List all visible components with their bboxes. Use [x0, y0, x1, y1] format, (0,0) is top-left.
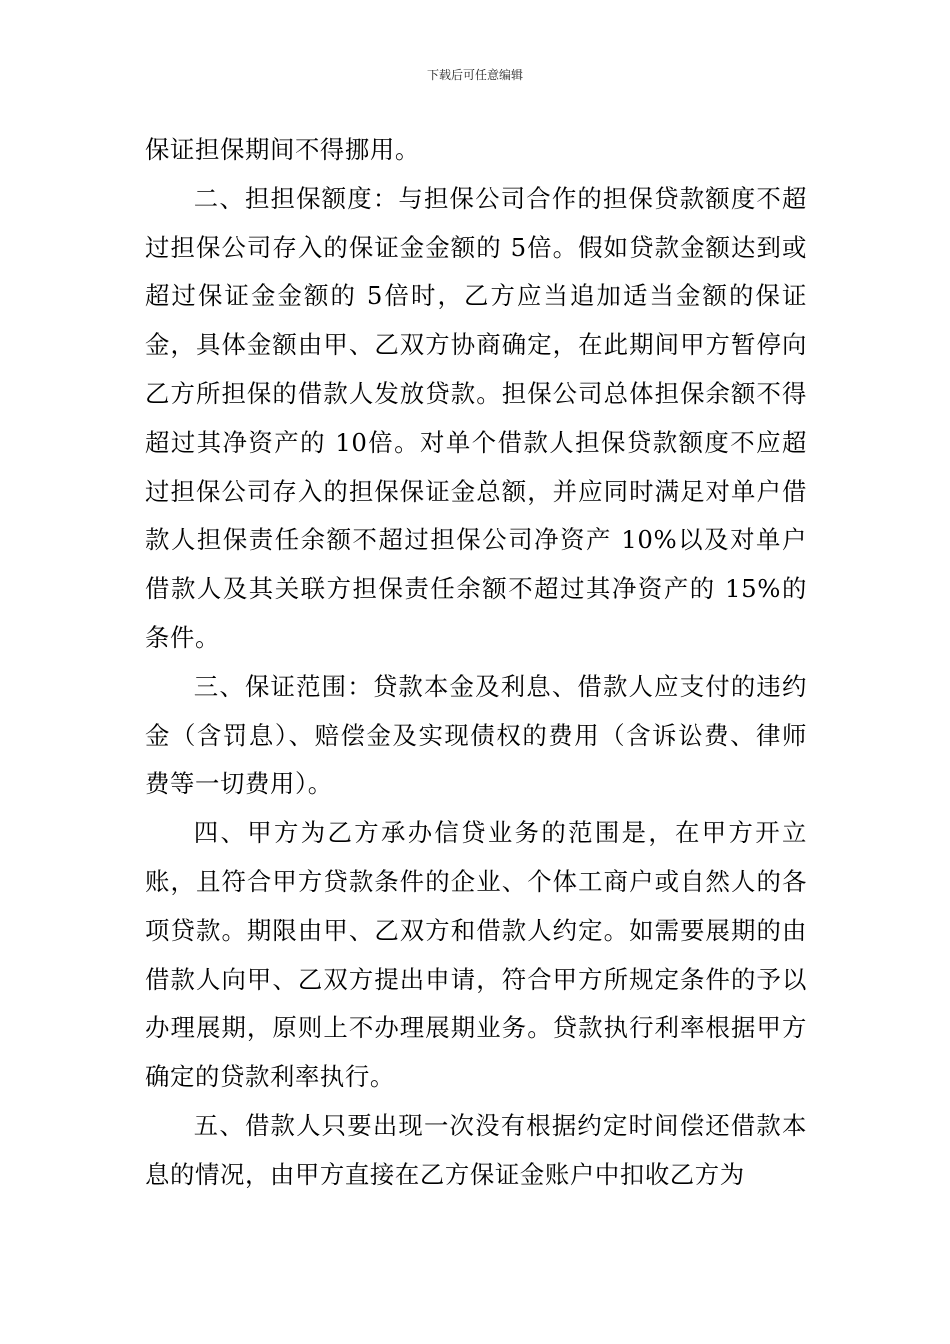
paragraph-continuation: 保证担保期间不得挪用。 — [145, 135, 420, 164]
document-body — [145, 126, 807, 1200]
paragraph-repayment-default: 五、借款人只要出现一次没有根据约定时间偿还借款本息的情况，由甲方直接在乙方保证金账户中扣收乙方为 — [145, 1110, 807, 1189]
paragraph-credit-business-scope: 四、甲方为乙方承办信贷业务的范围是，在甲方开立账，且符合甲方贷款条件的企业、个体工商户或自然人的各项贷款。期限由甲、乙双方和借款人约定。如需要展期的由借款人向甲、乙双方提出申请，符合甲方所规定条件的予以办理展期，原则上不办理展期业务。贷款执行利率根据甲方确定的贷款利率执行。 — [145, 818, 807, 1092]
page-header-note: 下载后可任意编辑 — [426, 68, 523, 82]
paragraph-guarantee-limit: 二、担担保额度：与担保公司合作的担保贷款额度不超过担保公司存入的保证金金额的 5倍。假如贷款金额达到或超过保证金金额的 5倍时，乙方应当追加适当金额的保证金，具体金额由甲、乙双方协商确定，在此期间甲方暂停向乙方所担保的借款人发放贷款。担保公司总体担保余额不得超过其净资产的 10倍。对单个借款人担保贷款额度不应超过担保公司存入的担保保证金总额，并应同时满足对单户借款人担保责任余额不超过担保公司净资产 10%以及对单户借款人及其关联方担保责任余额不超过其净资产的 15%的条件。 — [145, 183, 807, 652]
paragraph-guarantee-scope: 三、保证范围：贷款本金及利息、借款人应支付的违约金（含罚息）、赔偿金及实现债权的费用（含诉讼费、律师费等一切费用）。 — [145, 671, 807, 799]
